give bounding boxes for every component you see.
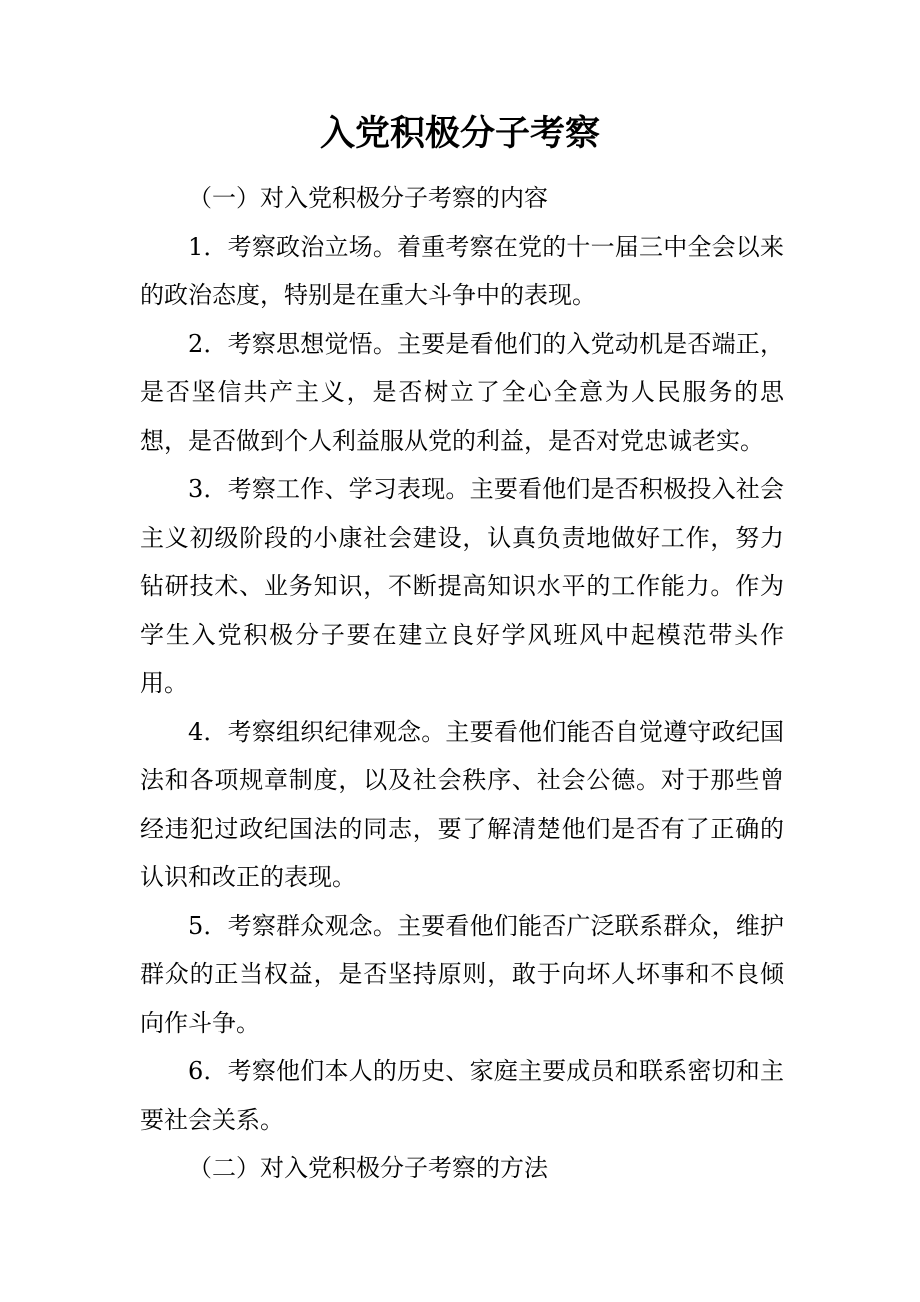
section-heading-content: （一）对入党积极分子考察的内容: [188, 184, 548, 212]
paragraph-mass-view: 5．考察群众观念。主要看他们能否广泛联系群众，维护群众的正当权益，是否坚持原则，敢于向坏人坏事和不良倾向作斗争。: [140, 911, 784, 1037]
paragraph-personal-history: 6．考察他们本人的历史、家庭主要成员和联系密切和主要社会关系。: [140, 1057, 784, 1134]
paragraph-political-stance: 1．考察政治立场。着重考察在党的十一届三中全会以来的政治态度，特别是在重大斗争中的表现。: [140, 232, 784, 309]
paragraph-work-study: 3．考察工作、学习表现。主要看他们是否积极投入社会主义初级阶段的小康社会建设，认真负责地做好工作，努力钻研技术、业务知识，不断提高知识水平的工作能力。作为学生入党积极分子要在建立良好学风班风中起模范带头作用。: [140, 475, 784, 697]
paragraph-ideological-awareness: 2．考察思想觉悟。主要是看他们的入党动机是否端正，是否坚信共产主义，是否树立了全心全意为人民服务的思想，是否做到个人利益服从党的利益，是否对党忠诚老实。: [140, 329, 784, 455]
document-title: 入党积极分子考察: [319, 113, 600, 154]
section-heading-methods: （二）对入党积极分子考察的方法: [188, 1154, 548, 1182]
paragraph-discipline: 4．考察组织纪律观念。主要看他们能否自觉遵守政纪国法和各项规章制度，以及社会秩序、社会公德。对于那些曾经违犯过政纪国法的同志，要了解清楚他们是否有了正确的认识和改正的表现。: [140, 717, 784, 891]
document-body: [140, 174, 784, 1193]
